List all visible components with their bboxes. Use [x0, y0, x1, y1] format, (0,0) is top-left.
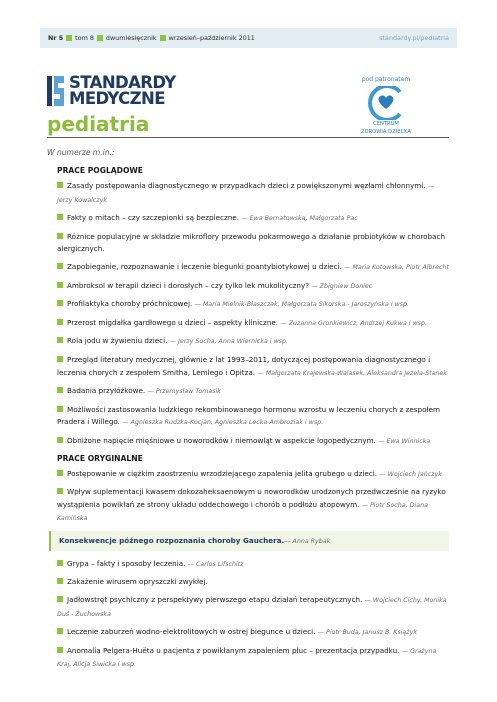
- article-authors: Jerzy Kowalczyk: [57, 196, 108, 204]
- review-articles-list: [47, 180, 449, 449]
- article-title: Różnice populacyjne w składzie mikroflory przewodu pokarmowego a działanie probiotyków w chorobach alergicznych.: [57, 231, 446, 254]
- bullet-square-icon: [57, 406, 63, 412]
- article-authors: Maria Mielnik-Błaszczak, Małgorzata Sikorska - Jaroszyńska i wsp.: [202, 301, 410, 309]
- issue-number: Nr 5: [48, 34, 64, 42]
- bullet-square-icon: [57, 337, 63, 343]
- bullet-square-icon: [160, 35, 166, 41]
- bullet-square-icon: [57, 437, 63, 443]
- bullet-square-icon: [57, 319, 63, 325]
- table-of-contents: [47, 148, 449, 677]
- article-authors: Wojciech Cichy, Monika Duś - Żuchowska: [57, 597, 447, 618]
- logo-line-1: STANDARDY: [69, 73, 176, 92]
- logo-line-2: MEDYCZNE: [69, 89, 165, 108]
- bullet-square-icon: [57, 182, 63, 188]
- article-entry[interactable]: Badania przyłóżkowe. — Przemysław Tomasik: [47, 385, 449, 399]
- bullet-square-icon: [66, 35, 72, 41]
- article-authors: Przemysław Tomasik: [155, 388, 221, 396]
- section-title-review: PRACE POGLĄDOWE: [57, 166, 143, 175]
- header: [0, 0, 497, 76]
- frequency: dwumiesięcznik: [105, 34, 157, 42]
- czd-heart-logo-icon: [366, 86, 406, 120]
- issue-strip: [40, 28, 457, 48]
- article-title: Leczenie zaburzeń wodno-elektrolitowych w ostrej biegunce u dzieci.: [67, 627, 316, 637]
- article-title: Profilaktyka choroby próchnicowej.: [67, 299, 193, 309]
- article-authors: Ewa Bernatowska, Małgorzata Pac: [249, 215, 358, 223]
- article-entry[interactable]: Wpływ suplementacji kwasem dokozaheksaenowym u noworodków urodzonych przedwcześnie na ryzyko wystąpienia powikłań ze strony układu oddechowego i chorób o podłożu atopowym. — Piotr Socha, Diana Kamińska: [57, 487, 446, 523]
- patron-org-line-1: CENTRUM: [373, 121, 399, 127]
- article-title: Wpływ suplementacji kwasem dokozaheksaenowym u noworodków urodzonych przedwcześnie na ryzyko wystąpienia powikłań ze strony układu oddechowego i chorób o podłożu atopowym.: [57, 487, 446, 509]
- bullet-square-icon: [57, 214, 63, 220]
- article-authors: Wojciech Jańczyk: [387, 470, 442, 478]
- volume: tom 8: [75, 34, 94, 42]
- journal-title: pediatria: [47, 112, 150, 136]
- bullet-square-icon: [57, 647, 63, 653]
- article-authors: Ewa Winnicka: [386, 437, 431, 445]
- bullet-square-icon: [57, 628, 63, 634]
- bullet-square-icon: [57, 387, 63, 393]
- original-articles-list: [47, 468, 449, 526]
- toc-intro: W numerze m.in.:: [47, 148, 115, 157]
- patron-org-line-2: ZDROWIA DZIECKA: [361, 129, 411, 135]
- header-divider: [47, 137, 449, 138]
- bullet-square-icon: [57, 233, 63, 239]
- article-title: Obniżone napięcie mięśniowe u noworodków i niemowląt w aspekcie logopedycznym.: [67, 435, 376, 445]
- bullet-square-icon: [57, 300, 63, 306]
- article-entry[interactable]: Obniżone napięcie mięśniowe u noworodków i niemowląt w aspekcie logopedycznym. — Ewa Winnicka: [47, 435, 449, 449]
- article-entry[interactable]: Możliwości zastosowania ludzkiego rekombinowanego hormonu wzrostu w leczeniu chorych z zespołem Pradera i Willego. — Agnieszka Rudzka-Kocjan, Agnieszka Lecka-Ambroziak i wsp.: [57, 404, 440, 427]
- article-title: Zapobieganie, rozpoznawanie i leczenie biegunki poantybiotykowej u dzieci.: [67, 261, 342, 271]
- highlighted-article-authors: — Anna Rybak: [284, 537, 331, 545]
- bullet-square-icon: [57, 560, 63, 566]
- highlighted-article-title: Konsekwencje późnego rozpoznania choroby Gauchera.: [59, 535, 285, 545]
- bullet-square-icon: [57, 488, 63, 494]
- article-authors: Agnieszka Rudzka-Kocjan, Agnieszka Lecka-Ambroziak i wsp.: [130, 419, 324, 427]
- article-title: Jadłowstręt psychiczny z perspektywy pierwszego etapu działań terapeutycznych.: [67, 595, 363, 605]
- patronage-label: pod patronatem: [361, 76, 411, 83]
- article-title: Zakażenie wirusem opryszczki zwykłej.: [67, 577, 208, 587]
- article-entry[interactable]: Postępowanie w ciężkim zaostrzeniu wrzodziejącego zapalenia jelita grubego u dzieci. — Wojciech Jańczyk: [47, 468, 449, 482]
- article-title: Przegląd literatury medycznej, głównie z lat 1993–2011, dotyczącej postępowania diagnostycznego i leczenia chorych z zespołem Smitha, Lemlego i Opitza.: [57, 354, 431, 377]
- bullet-square-icon: [97, 35, 103, 41]
- article-title: Możliwości zastosowania ludzkiego rekombinowanego hormonu wzrostu w leczeniu chorych z zespołem Pradera i Willego.: [57, 404, 440, 427]
- article-entry[interactable]: Zasady postępowania diagnostycznego w przypadkach dzieci z powiększonymi węzłami chłonnymi. — Jerzy Kowalczyk: [57, 181, 435, 204]
- article-authors: Grażyna Kraj, Alicja Siwicka i wsp.: [57, 647, 437, 669]
- article-title: Fakty o mitach – czy szczepionki są bezpieczne.: [67, 213, 240, 223]
- article-authors: Jerzy Socha, Anna Wiernicka i wsp.: [178, 338, 289, 346]
- article-title: Postępowanie w ciężkim zaostrzeniu wrzodziejącego zapalenia jelita grubego u dzieci.: [67, 468, 378, 478]
- article-authors: Zuzanna Gronkiewicz, Andrzej Kukwa i wsp.: [288, 319, 427, 327]
- article-authors: Maria Kotowska, Piotr Albrecht: [352, 263, 449, 271]
- article-entry[interactable]: Przegląd literatury medycznej, głównie z lat 1993–2011, dotyczącej postępowania diagnostycznego i leczenia chorych z zespołem Smitha, Lemlego i Opitza. — Małgorzata Krajewska-Walasek, Aleksandra Jezela-Stanek: [57, 354, 447, 377]
- article-title: Grypa – fakty i sposoby leczenia.: [67, 558, 186, 568]
- patronage: [355, 76, 417, 136]
- bullet-square-icon: [57, 470, 63, 476]
- bullet-square-icon: [57, 596, 63, 602]
- article-title: Badania przyłóżkowe.: [67, 386, 146, 396]
- article-entry[interactable]: Profilaktyka choroby próchnicowej. — Maria Mielnik-Błaszczak, Małgorzata Sikorska - Jaroszyńska i wsp.: [47, 298, 449, 312]
- article-authors: Małgorzata Krajewska-Walasek, Aleksandra Jezela-Stanek: [265, 369, 447, 377]
- article-entry[interactable]: Rola jodu w żywieniu dzieci. — Jerzy Socha, Anna Wiernicka i wsp.: [47, 335, 449, 349]
- article-entry[interactable]: Fakty o mitach – czy szczepionki są bezpieczne. — Ewa Bernatowska, Małgorzata Pac: [47, 212, 449, 226]
- article-entry[interactable]: [47, 231, 449, 256]
- article-entry[interactable]: Ambroksol w terapii dzieci i dorosłych – czy tylko lek mukolityczny? — Zbigniew Doniec: [47, 280, 449, 294]
- original-articles-list-continued: [47, 558, 449, 672]
- bullet-square-icon: [57, 282, 63, 288]
- site-url[interactable]: standardy.pl/pediatria: [379, 34, 449, 42]
- article-title: Zasady postępowania diagnostycznego w przypadkach dzieci z powiększonymi węzłami chłonnymi.: [67, 181, 426, 190]
- article-entry[interactable]: Jadłowstręt psychiczny z perspektywy pierwszego etapu działań terapeutycznych. — Wojciech Cichy, Monika Duś - Żuchowska: [57, 595, 447, 618]
- article-authors: Zbigniew Doniec: [319, 282, 373, 290]
- article-authors: Carlos Lifschitz: [196, 560, 244, 568]
- bullet-square-icon: [57, 263, 63, 269]
- logo-mark-icon: [47, 74, 66, 108]
- article-authors: Piotr Socha, Diana Kamińska: [57, 501, 428, 523]
- bullet-square-icon: [57, 356, 63, 362]
- article-entry[interactable]: Leczenie zaburzeń wodno-elektrolitowych w ostrej biegunce u dzieci. — Piotr Buda, Janusz B. Książyk: [47, 626, 449, 640]
- highlighted-article[interactable]: [49, 531, 449, 551]
- article-title: Przerost migdałka gardłowego u dzieci – aspekty kliniczne.: [67, 317, 279, 327]
- standardy-medyczne-logo: [47, 74, 197, 108]
- section-title-original: PRACE ORYGINALNE: [57, 453, 143, 463]
- article-entry[interactable]: Zapobieganie, rozpoznawanie i leczenie biegunki poantybiotykowej u dzieci. — Maria Kotowska, Piotr Albrecht: [47, 261, 449, 275]
- bullet-square-icon: [57, 578, 63, 584]
- article-entry[interactable]: Anomalia Pelgera-Huëta u pacjenta z powikłanym zapaleniem płuc – prezentacja przypadku. — Grażyna Kraj, Alicja Siwicka i wsp.: [57, 645, 437, 669]
- article-entry[interactable]: Grypa – fakty i sposoby leczenia. — Carlos Lifschitz: [47, 558, 449, 572]
- article-title: Anomalia Pelgera-Huëta u pacjenta z powikłanym zapaleniem płuc – prezentacja przypadku.: [67, 645, 400, 655]
- issue-period: wrzesień–październik 2011: [168, 34, 255, 42]
- article-authors: Piotr Buda, Janusz B. Książyk: [326, 629, 417, 637]
- article-entry[interactable]: [47, 576, 449, 589]
- article-entry[interactable]: Przerost migdałka gardłowego u dzieci – aspekty kliniczne. — Zuzanna Gronkiewicz, Andrzej Kukwa i wsp.: [47, 317, 449, 331]
- article-title: Rola jodu w żywieniu dzieci.: [67, 336, 168, 346]
- article-title: Ambroksol w terapii dzieci i dorosłych – czy tylko lek mukolityczny?: [67, 280, 310, 290]
